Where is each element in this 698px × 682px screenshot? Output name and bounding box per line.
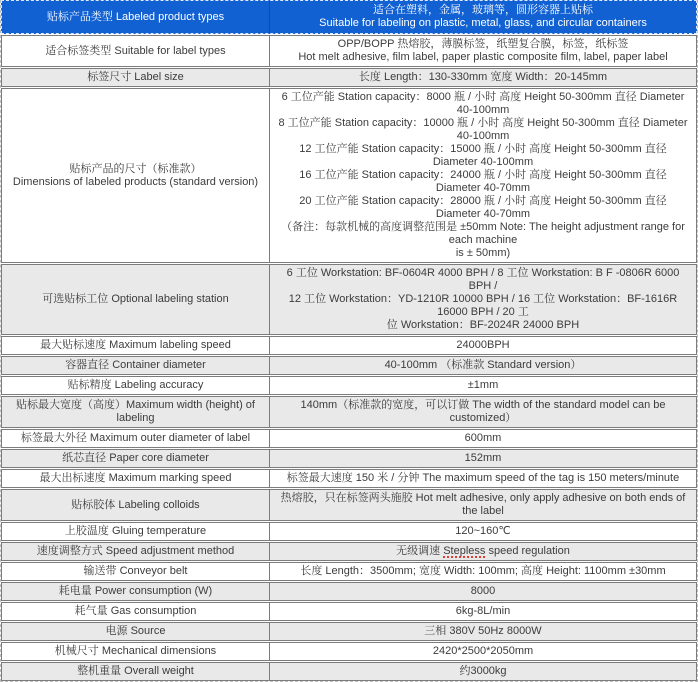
cell-text-line: 三相 380V 50Hz 8000W xyxy=(424,625,542,637)
table-row xyxy=(1,264,697,335)
spec-label-cell xyxy=(2,543,270,560)
spec-label-cell xyxy=(2,523,270,540)
table-row xyxy=(1,542,697,561)
cell-text-line: 标签最大速度 150 米 / 分钟 The maximum speed of the tag is 150 meters/minute xyxy=(286,472,680,484)
spec-label-cell xyxy=(2,603,270,620)
spec-value-cell xyxy=(270,563,696,580)
spec-table-body xyxy=(1,35,697,681)
cell-text-line: 152mm xyxy=(464,452,502,464)
cell-text-line: 2420*2500*2050mm xyxy=(432,645,534,657)
table-row xyxy=(1,522,697,541)
cell-text-line: OPP/BOPP 热熔胶，薄膜标签，纸塑复合膜，标签，纸标签 xyxy=(337,38,629,50)
cell-text-line: Hot melt adhesive, film label, paper plastic composite film, label, paper label xyxy=(298,51,668,63)
cell-text-line: 电源 Source xyxy=(105,625,166,637)
table-row xyxy=(1,582,697,601)
header-label-product-types: 贴标产品类型 Labeled product types xyxy=(2,1,270,33)
table-row xyxy=(1,622,697,641)
cell-text-line: 速度调整方式 Speed adjustment method xyxy=(36,545,235,557)
cell-text-line: 20 工位产能 Station capacity：28000 瓶 / 小时 高度 Height 50-300mm 直径 Diameter 40-70mm xyxy=(299,195,667,220)
table-row xyxy=(1,376,697,395)
cell-text-line: 适合标签类型 Suitable for label types xyxy=(45,44,226,57)
spec-label-cell xyxy=(2,583,270,600)
cell-text-line: 可选贴标工位 Optional labeling station xyxy=(42,293,229,305)
spec-value-cell xyxy=(270,430,696,447)
header-suitable-containers-zh: 适合在塑料，金属，玻璃等，圆形容器上贴标 xyxy=(373,4,593,16)
spec-value-cell xyxy=(270,450,696,467)
cell-text-line: 12 工位产能 Station capacity：15000 瓶 / 小时 高度 Height 50-300mm 直径 Diameter 40-100mm xyxy=(299,143,667,168)
cell-text-line: 热熔胶，只在标签两头施胶 Hot melt adhesive, only apply adhesive on both ends of the label xyxy=(280,492,686,517)
spec-value-cell xyxy=(270,89,696,262)
spec-value-cell xyxy=(270,583,696,600)
spec-value-cell xyxy=(270,490,696,520)
table-row xyxy=(1,35,697,67)
spec-value-cell xyxy=(270,265,696,334)
cell-text-line: 40-100mm （标准款 Standard version） xyxy=(384,359,582,371)
spec-value-cell xyxy=(270,377,696,394)
cell-text-line: is ± 50mm) xyxy=(455,247,511,259)
table-row xyxy=(1,642,697,661)
cell-text-line: 120~160℃ xyxy=(455,525,511,537)
cell-text-line: 约3000kg xyxy=(459,665,507,677)
cell-text-line: 上胶温度 Gluing temperature xyxy=(64,525,207,537)
table-row xyxy=(1,429,697,448)
spec-label-cell xyxy=(2,36,270,66)
header-suitable-containers xyxy=(270,1,696,33)
spec-label-cell xyxy=(2,490,270,520)
cell-text-line: 容器直径 Container diameter xyxy=(65,359,206,371)
spec-value-cell xyxy=(270,357,696,374)
spec-value-cell xyxy=(270,470,696,487)
spec-label-cell xyxy=(2,397,270,427)
spec-label-cell xyxy=(2,563,270,580)
cell-text-line: 贴标胶体 Labeling colloids xyxy=(71,498,200,511)
cell-text-line: 机械尺寸 Mechanical dimensions xyxy=(54,645,217,657)
spec-label-cell xyxy=(2,265,270,334)
spec-label-cell xyxy=(2,643,270,660)
header-suitable-containers-en: Suitable for labeling on plastic, metal, glass, and circular containers xyxy=(319,17,647,29)
spec-value-cell xyxy=(270,69,696,86)
cell-text-line: 标签最大外径 Maximum outer diameter of label xyxy=(20,432,251,444)
cell-text-line: 标签尺寸 Label size xyxy=(87,71,184,83)
spec-label-cell xyxy=(2,470,270,487)
cell-text-line: 8 工位产能 Station capacity：10000 瓶 / 小时 高度 Height 50-300mm 直径 Diameter 40-100mm xyxy=(278,117,688,142)
cell-text-line: 16 工位产能 Station capacity：24000 瓶 / 小时 高度 Height 50-300mm 直径 Diameter 40-70mm xyxy=(299,169,667,194)
table-row xyxy=(1,88,697,263)
cell-text-line: 无级调速 Stepless speed regulation xyxy=(396,545,570,557)
spec-label-cell xyxy=(2,377,270,394)
table-row xyxy=(1,562,697,581)
spec-value-cell xyxy=(270,523,696,540)
cell-text-line: 输送带 Conveyor belt xyxy=(83,565,188,577)
spec-label-cell xyxy=(2,357,270,374)
cell-text-line: 12 工位 Workstation：YD-1210R 10000 BPH / 16 工位 Workstation：BF-1616R 16000 BPH / 20 工 xyxy=(288,293,678,318)
table-row xyxy=(1,489,697,521)
cell-text-line: 耗电量 Power consumption (W) xyxy=(58,585,213,597)
spec-label-cell xyxy=(2,450,270,467)
spellcheck-underlined-word: Stepless xyxy=(443,545,486,557)
table-header-row xyxy=(1,0,697,34)
cell-text-line: 整机重量 Overall weight xyxy=(77,665,194,677)
table-row xyxy=(1,602,697,621)
cell-text-line: 140mm（标准款的宽度，可以订做 The width of the standard model can be customized） xyxy=(300,399,666,424)
table-row xyxy=(1,449,697,468)
cell-text-line: ±1mm xyxy=(467,379,499,391)
cell-text-line: 6 工位 Workstation: BF-0604R 4000 BPH / 8 工位 Workstation: B F -0806R 6000 BPH / xyxy=(286,267,680,292)
cell-text-line: 贴标精度 Labeling accuracy xyxy=(67,379,204,391)
cell-text-line: 长度 Length：3500mm; 宽度 Width: 100mm; 高度 Height: 1100mm ±30mm xyxy=(300,565,666,577)
table-row xyxy=(1,68,697,87)
cell-text-line: 24000BPH xyxy=(456,339,510,351)
cell-text-line: 最大贴标速度 Maximum labeling speed xyxy=(40,339,231,351)
spec-label-cell xyxy=(2,430,270,447)
cell-text-line: 最大出标速度 Maximum marking speed xyxy=(39,472,232,484)
spec-value-cell xyxy=(270,663,696,680)
table-row xyxy=(1,356,697,375)
table-row xyxy=(1,396,697,428)
cell-text-line: Dimensions of labeled products (standard version) xyxy=(12,175,259,188)
spec-label-cell xyxy=(2,337,270,354)
cell-text-line: 6 工位产能 Station capacity：8000 瓶 / 小时 高度 Height 50-300mm 直径 Diameter 40-100mm xyxy=(281,91,685,116)
spec-value-cell xyxy=(270,603,696,620)
cell-text-line: （备注：每款机械的高度调整范围是 ±50mm Note: The height adjustment range for each machine xyxy=(281,221,685,246)
cell-text-line: 位 Workstation：BF-2024R 24000 BPH xyxy=(386,319,580,331)
cell-text-line: 600mm xyxy=(464,432,502,444)
cell-text-line: 耗气量 Gas consumption xyxy=(74,605,197,617)
cell-text-line: 长度 Length：130-330mm 宽度 Width：20-145mm xyxy=(358,71,608,83)
spec-value-cell xyxy=(270,543,696,560)
table-row xyxy=(1,336,697,355)
cell-text-line: 贴标最大宽度（高度）Maximum width (height) of labeling xyxy=(16,399,255,424)
cell-text-line: 贴标产品的尺寸（标准款） xyxy=(69,162,202,175)
cell-text-line: 纸芯直径 Paper core diameter xyxy=(62,452,209,464)
table-row xyxy=(1,469,697,488)
table-row xyxy=(1,662,697,681)
spec-value-cell xyxy=(270,337,696,354)
spec-value-cell xyxy=(270,643,696,660)
spec-value-cell xyxy=(270,623,696,640)
cell-text-line: 8000 xyxy=(470,585,496,597)
spec-value-cell xyxy=(270,36,696,66)
cell-text-line: 6kg-8L/min xyxy=(455,605,511,617)
spec-label-cell xyxy=(2,623,270,640)
spec-label-cell xyxy=(2,663,270,680)
spec-label-cell xyxy=(2,89,270,262)
spec-value-cell xyxy=(270,397,696,427)
spec-label-cell xyxy=(2,69,270,86)
